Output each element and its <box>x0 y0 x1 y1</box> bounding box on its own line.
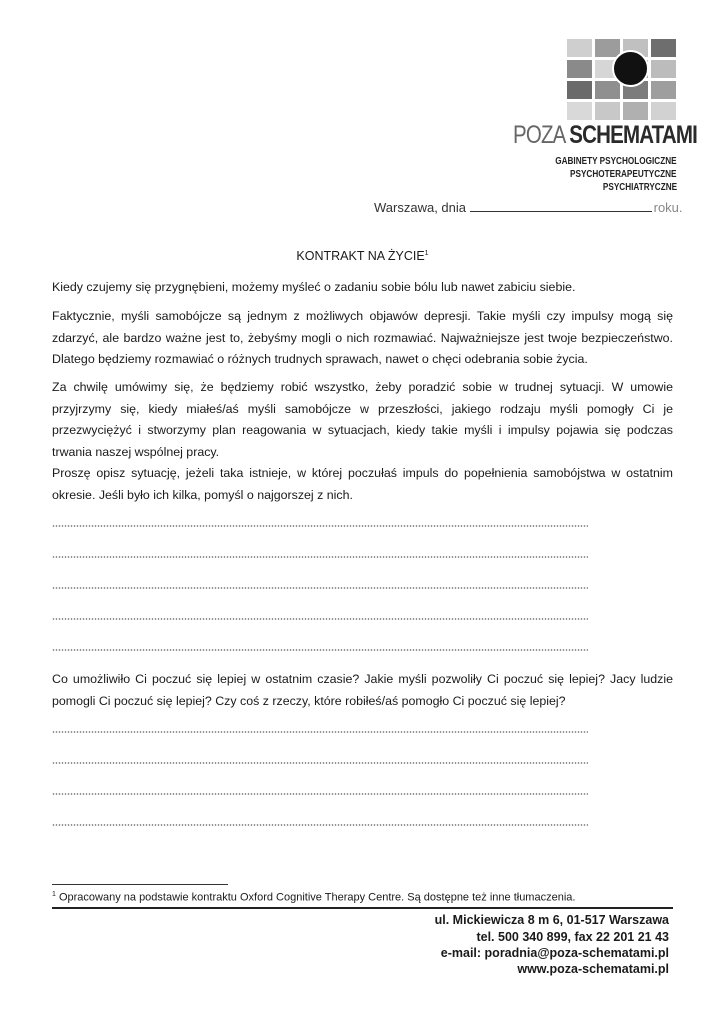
brand-subtitle-line: GABINETY PSYCHOLOGICZNE <box>555 155 677 167</box>
paragraph: Proszę opisz sytuację, jeżeli taka istnieje, w której poczułaś impuls do popełnienia samobójstwa w ostatnim okresie. Jeśli było ich kilka, pomyśl o najgorszej z nich. <box>52 466 673 502</box>
brand-bold: SCHEMATAMI <box>569 121 697 149</box>
answer-line[interactable] <box>52 731 588 733</box>
paragraph: Kiedy czujemy się przygnębieni, możemy myśleć o zadaniu sobie bólu lub nawet zabiciu siebie. <box>52 280 576 294</box>
document-title <box>0 249 725 263</box>
logo-circle-icon <box>612 50 649 87</box>
contact-address: ul. Mickiewicza 8 m 6, 01-517 Warszawa <box>434 913 669 927</box>
answer-line[interactable] <box>52 649 588 651</box>
logo-tile <box>595 81 620 99</box>
contact-website[interactable]: www.poza-schematami.pl <box>517 962 669 976</box>
brand-name <box>513 121 697 150</box>
footnote-text: Opracowany na podstawie kontraktu Oxford Cognitive Therapy Centre. Są dostępne też inne tłumaczenia. <box>58 891 576 904</box>
logo-tile <box>623 102 648 120</box>
logo-tile <box>567 81 592 99</box>
answer-line[interactable] <box>52 793 588 795</box>
brand-subtitle-line: PSYCHOTERAPEUTYCZNE <box>570 168 677 180</box>
date-line <box>374 199 683 215</box>
contact-phone: tel. 500 340 899, fax 22 201 21 43 <box>476 930 669 944</box>
date-suffix: roku. <box>653 200 683 215</box>
answer-line[interactable] <box>52 824 588 826</box>
date-prefix: Warszawa, dnia <box>374 200 466 215</box>
date-blank-field[interactable] <box>470 199 652 212</box>
paragraph: Za chwilę umówimy się, że będziemy robić wszystko, żeby poradzić sobie w trudnej sytuacji. W umowie przyjrzymy się, kiedy miałeś/aś myśli samobójcze w przeszłości, jakiego rodzaju myśli pomogły Ci je przezwyciężyć i stworzymy plan reagowania w sytuacjach, kiedy takie myśli i impulsy pojawia się podczas trwania naszej wspólnej pracy. <box>52 380 673 459</box>
logo-tile <box>651 81 676 99</box>
logo-tile <box>595 102 620 120</box>
logo-tile <box>567 102 592 120</box>
answer-line[interactable] <box>52 618 588 620</box>
footnote-mark: 1 <box>52 891 56 898</box>
footnote <box>52 891 575 904</box>
answer-line[interactable] <box>52 587 588 589</box>
logo-tile <box>651 60 676 78</box>
logo-tile <box>567 39 592 57</box>
footnote-divider <box>52 884 228 885</box>
contact-email[interactable]: e-mail: poradnia@poza-schematami.pl <box>440 946 669 960</box>
title-footnote-mark: 1 <box>424 249 429 257</box>
paragraph: Co umożliwiło Ci poczuć się lepiej w ostatnim czasie? Jakie myśli pozwoliły Ci poczuć się lepiej? Jacy ludzie pomogli Ci poczuć się lepiej? Czy coś z rzeczy, które robiłeś/aś pomogło Ci poczuć się lepiej? <box>52 672 673 708</box>
title-text: KONTRAKT NA ŻYCIE <box>296 249 425 263</box>
brand-subtitle-line: PSYCHIATRYCZNE <box>602 181 677 193</box>
logo-tile <box>567 60 592 78</box>
brand-light: POZA <box>513 121 565 149</box>
answer-line[interactable] <box>52 525 588 527</box>
paragraph: Faktycznie, myśli samobójcze są jednym z możliwych objawów depresji. Takie myśli czy impulsy mogą się zdarzyć, ale bardzo ważne jest to, żebyśmy mogli o nich rozmawiać. Najważniejsze jest twoje bezpieczeństwo. Dlatego będziemy rozmawiać o różnych trudnych sprawach, nawet o chęci odebrania sobie życia. <box>52 309 673 366</box>
answer-line[interactable] <box>52 762 588 764</box>
logo-tile <box>651 102 676 120</box>
logo-tile <box>651 39 676 57</box>
footer-divider <box>52 907 673 909</box>
logo-tile <box>595 39 620 57</box>
answer-line[interactable] <box>52 556 588 558</box>
